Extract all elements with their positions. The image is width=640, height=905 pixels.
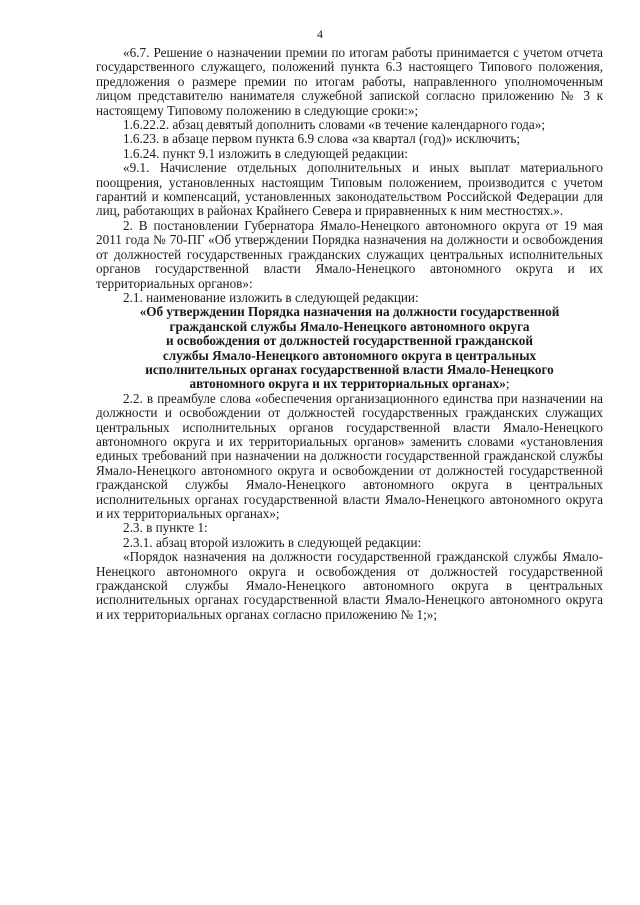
bold-title-line: автономного округа и их территориальных органах» bbox=[189, 376, 506, 392]
bold-title-line: «Об утверждении Порядка назначения на должности государственной bbox=[139, 304, 560, 320]
bold-title-line: службы Ямало-Ненецкого автономного округа в центральных bbox=[162, 347, 537, 363]
page-number: 4 bbox=[317, 27, 323, 41]
paragraph-2-2: 2.2. в преамбуле слова «обеспечения организационного единства при назначении на должности и освобождении от должностей государственных гражданских служащих центральных исполнительных органов государственной власти Ямало-Ненецкого автономного округа и их территориальных органов» заменить словами «установления единых требований при назначении на должности государственной гражданской службы Ямало-Ненецкого автономного округа и освобождении от должностей государственной гражданской службы Ямало-Ненецкого автономного округа в центральных исполнительных органах государственной власти Ямало-Ненецкого автономного округа и их территориальных органах»; bbox=[96, 390, 603, 521]
paragraph-1-6-22-2: 1.6.22.2. абзац девятый дополнить словами «в течение календарного года»; bbox=[123, 117, 545, 133]
bold-title-line: гражданской службы Ямало-Ненецкого автономного округа bbox=[169, 318, 530, 334]
bold-title-line: и освобождения от должностей государственной гражданской bbox=[166, 333, 533, 349]
paragraph-2-3: 2.3. в пункте 1: bbox=[123, 520, 208, 536]
paragraph-2-3-1: 2.3.1. абзац второй изложить в следующей редакции: bbox=[123, 534, 422, 550]
paragraph-2-1: 2.1. наименование изложить в следующей редакции: bbox=[123, 289, 419, 305]
paragraph-2: 2. В постановлении Губернатора Ямало-Ненецкого автономного округа от 19 мая 2011 года № 70-ПГ «Об утверждении Порядка назначения на должности и освобождения от должностей государственных гражданских служащих центральных исполнительных органов государственной власти Ямало-Ненецкого автономного округа и их территориальных органов»: bbox=[96, 217, 603, 291]
paragraph-6-7: «6.7. Решение о назначении премии по итогам работы принимается с учетом отчета государственного служащего, положений пункта 6.3 настоящего Типового положения, предложения о размере премии по итогам работы, направленного уполномоченным лицом представителю нанимателя служебной запиской согласно приложению № 3 к настоящему Типовому положению в следующие сроки:»; bbox=[96, 45, 603, 118]
bold-title-line: исполнительных органах государственной власти Ямало-Ненецкого bbox=[145, 361, 554, 377]
document-body bbox=[96, 46, 603, 622]
paragraph-1-6-24: 1.6.24. пункт 9.1 изложить в следующей редакции: bbox=[123, 145, 408, 161]
bold-title-tail: ; bbox=[505, 376, 510, 392]
paragraph-1-6-23: 1.6.23. в абзаце первом пункта 6.9 слова «за квартал (год)» исключить; bbox=[123, 131, 521, 147]
bold-title-block bbox=[96, 305, 603, 391]
paragraph-poryadok: «Порядок назначения на должности государственной гражданской службы Ямало-Ненецкого автономного округа и освобождения от должностей государственной гражданской службы Ямало-Ненецкого автономного округа в центральных исполнительных органах государственной власти Ямало-Ненецкого автономного округа и их территориальных органах согласно приложению № 1;»; bbox=[96, 549, 603, 622]
bold-title-last-line bbox=[96, 377, 603, 391]
paragraph-9-1: «9.1. Начисление отдельных дополнительных и иных выплат материального поощрения, установленных настоящим Типовым положением, производится с учетом гарантий и компенсаций, установленных законодательством Российской Федерации для лиц, работающих в районах Крайнего Севера и приравненных к ним местностях.». bbox=[96, 160, 603, 219]
